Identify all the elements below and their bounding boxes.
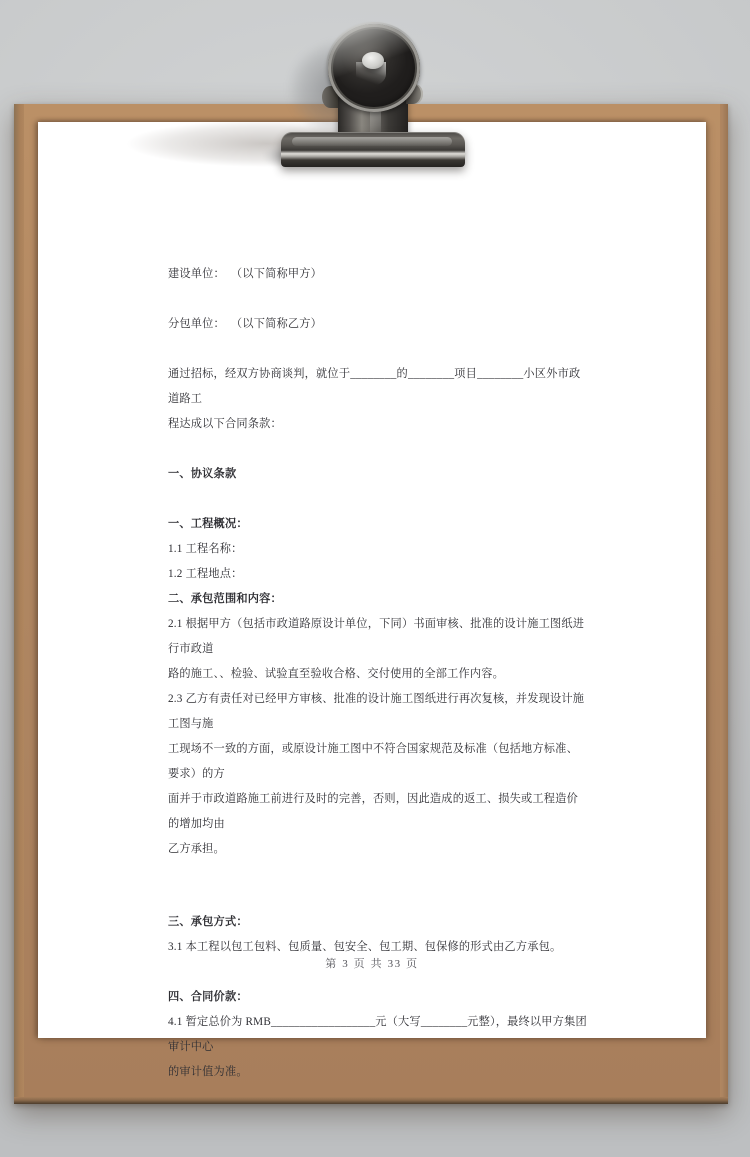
document-line: 1.2 工程地点： [168,568,243,580]
section-heading: 三、承包方式： [168,916,248,928]
document-line: 路的施工、、检验、试验直至验收合格、交付使用的全部工作内容。 [168,668,505,680]
document-line: 工现场不一致的方面，或原设计施工图中不符合国家规范及标准（包括地方标准、要求）的方 [168,743,578,780]
section-heading: 一、工程概况： [168,518,248,530]
section-heading: 一、协议条款 [168,468,237,480]
document-line: 建设单位： （以下简称甲方） [168,268,323,280]
paragraph-spacer [168,487,588,512]
clip-bar-highlight [292,137,452,146]
document-line: 分包单位： （以下简称乙方） [168,318,323,330]
paragraph-spacer [168,337,588,362]
clip-disc-hole [362,52,384,69]
document-line: 2.3 乙方有责任对已经甲方审核、批准的设计施工图纸进行再次复核，并发现设计施工图与施 [168,693,585,730]
document-line: 4.1 暂定总价为 RMB__________________元（大写________元整），最终以甲方集团审计中心 [168,1016,587,1053]
document-line: 2.1 根据甲方（包括市政道路原设计单位，下同）书面审核、批准的设计施工图纸进行市政道 [168,618,585,655]
paragraph-spacer [168,437,588,462]
document-line: 程达成以下合同条款： [168,418,282,430]
document-line: 1.1 工程名称： [168,543,243,555]
document-line: 通过招标，经双方协商谈判，就位于________的________项目________小区外市政道路工 [168,368,581,405]
document-line: 乙方承担。 [168,843,225,855]
page-footer: 第 3 页 共 33 页 [325,958,419,970]
document-paper-sheet [38,122,706,1078]
section-heading: 二、承包范围和内容： [168,593,282,605]
board-bottom-bevel [14,1097,728,1104]
bulldog-clip[interactable] [278,24,468,174]
board-left-bevel [14,104,24,1104]
paragraph-spacer [168,862,588,910]
section-heading: 四、合同价款： [168,991,248,1003]
board-right-bevel [720,104,728,1104]
document-line: 3.1 本工程以包工包料、包质量、包安全、包工期、包保修的形式由乙方承包。 [168,941,562,953]
paragraph-spacer [168,287,588,312]
document-line: 的审计值为准。 [168,1066,248,1078]
document-line: 面并于市政道路施工前进行及时的完善，否则，因此造成的返工、损失或工程造价的增加均由 [168,793,578,830]
